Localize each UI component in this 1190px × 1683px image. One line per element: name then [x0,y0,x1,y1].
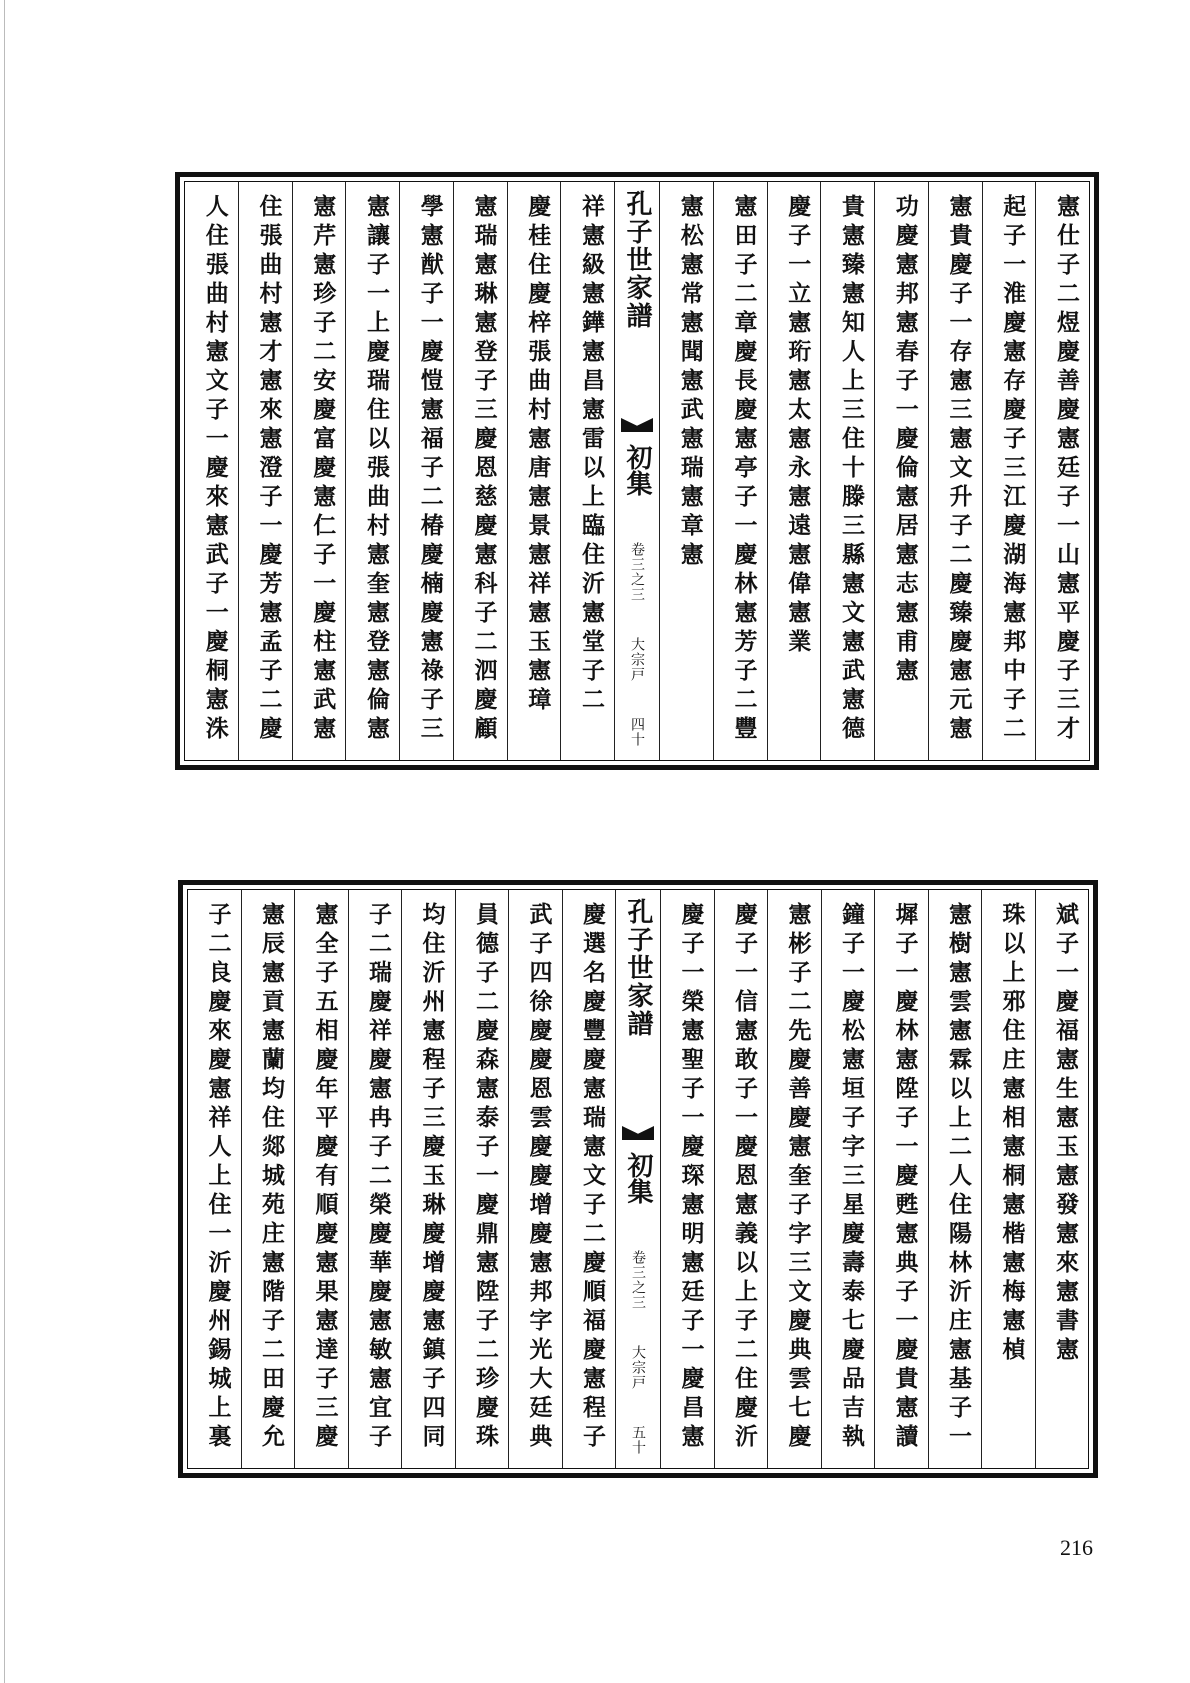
fish-tail-mark [621,418,653,432]
text-column: 學憲猷子一慶愷憲福子二椿慶楠慶憲祿子三 [399,182,453,760]
text-column: 功慶憲邦憲春子一慶倫憲居憲志憲甫憲 [874,182,928,760]
section-label: 卷三之三 [630,1250,646,1310]
page-number: 216 [1060,1535,1093,1560]
page-left-edge-rule [4,0,5,1683]
text-column: 起子一淮慶憲存慶子三江慶湖海憲邦中子二 [982,182,1036,760]
text-column: 憲芹憲珍子二安慶富慶憲仁子一慶柱憲武憲 [292,182,346,760]
center-margin-column [614,182,659,760]
block-inner-frame [187,889,1089,1469]
text-column: 憲田子二章慶長慶憲亭子一慶林憲芳子二豐 [713,182,767,760]
text-column: 憲全子五相慶年平慶有順慶憲果憲達子三慶 [294,890,348,1468]
text-column: 憲瑞憲琳憲登子三慶恩慈慶憲科子二泗慶顧 [453,182,507,760]
text-column: 憲讓子一上慶瑞住以張曲村憲奎憲登憲倫憲 [345,182,399,760]
book-title: 孔子世家譜 [622,190,652,330]
text-column: 人住張曲村憲文子一慶來憲武子一慶桐憲洙 [201,194,229,745]
genealogy-block-bottom [178,880,1098,1478]
volume-label: 初集 [622,444,652,496]
text-column: 慶子一信憲敢子一慶恩憲義以上子二住慶沂 [714,890,768,1468]
column-strip [185,182,1089,760]
text-column: 鐘子一慶松憲垣子字三星慶壽泰七慶品吉執 [821,890,875,1468]
column-strip [188,890,1088,1468]
center-margin-column [615,890,660,1468]
text-column: 憲貴慶子一存憲三憲文升子二慶臻慶憲元憲 [928,182,982,760]
text-column: 墀子一慶林憲陞子一慶甦憲典子一慶貴憲讀 [874,890,928,1468]
leaf-number: 四十 [629,717,645,747]
leaf-number: 五十 [630,1425,646,1455]
text-column: 憲松憲常憲聞憲武憲瑞憲章憲 [659,182,713,760]
section-label: 卷三之三 [629,542,645,602]
text-column: 慶桂住慶梓張曲村憲唐憲景憲祥憲玉憲璋 [507,182,561,760]
text-column: 斌子一慶福憲生憲玉憲發憲來憲書憲 [1035,890,1089,1468]
text-column: 武子四徐慶慶恩雲慶慶增慶憲邦字光大廷典 [508,890,562,1468]
text-column: 憲辰憲貢憲蘭均住郯城苑庄憲階子二田慶允 [241,890,295,1468]
text-column: 慶子一立憲珩憲太憲永憲遠憲偉憲業 [767,182,821,760]
block-inner-frame [184,181,1090,761]
book-title: 孔子世家譜 [623,898,653,1038]
volume-label: 初集 [623,1152,653,1204]
household-label: 大宗戸 [629,637,645,682]
text-column: 慶子一榮憲聖子一慶琛憲明憲廷子一慶昌憲 [660,890,714,1468]
text-column: 員德子二慶森憲泰子一慶鼎憲陞子二珍慶珠 [455,890,509,1468]
text-column: 憲樹憲雲憲霖以上二人住陽林沂庄憲基子一 [928,890,982,1468]
text-column: 珠以上邪住庄憲相憲桐憲楷憲梅憲楨 [981,890,1035,1468]
fish-tail-mark [622,1126,654,1140]
household-label: 大宗戸 [630,1345,646,1390]
text-column: 均住沂州憲程子三慶玉琳慶增慶憲鎮子四同 [401,890,455,1468]
text-column: 祥憲級憲鏵憲昌憲雷以上臨住沂憲堂子二 [560,182,614,760]
text-column: 憲彬子二先慶善慶憲奎子字三文慶典雲七慶 [767,890,821,1468]
text-column: 住張曲村憲才憲來憲澄子一慶芳憲孟子二慶 [238,182,292,760]
genealogy-block-top [175,172,1099,770]
text-column: 子二瑞慶祥慶憲冉子二榮慶華慶憲敏憲宜子 [348,890,402,1468]
text-column: 憲仕子二煜慶善慶憲廷子一山憲平慶子三才 [1035,182,1089,760]
text-column: 子二良慶來慶憲祥人上住一沂慶州錫城上裏 [204,902,232,1453]
text-column: 慶選名慶豐慶憲瑞憲文子二慶順福慶憲程子 [562,890,616,1468]
text-column: 貴憲臻憲知人上三住十滕三縣憲文憲武憲德 [820,182,874,760]
